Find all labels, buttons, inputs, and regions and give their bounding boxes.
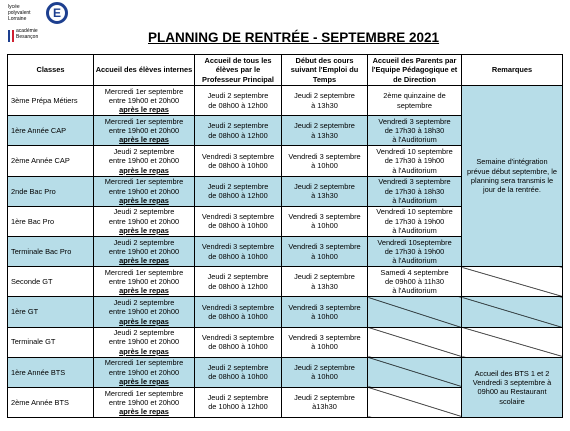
internes-day: Jeudi 2 septembre xyxy=(113,328,175,338)
cell-parents xyxy=(368,176,462,206)
cell-debut-cours xyxy=(282,176,368,206)
cell-classe xyxy=(8,357,94,387)
cours-day: Jeudi 2 septembre xyxy=(294,272,355,282)
internes-time: entre 19h00 et 20h00 xyxy=(108,95,180,105)
internes-time: entre 19h00 et 20h00 xyxy=(108,277,180,287)
classe-label: Terminale Bac Pro xyxy=(11,246,72,256)
cell-accueil-pp xyxy=(195,267,282,297)
parents-place: à l'Auditorium xyxy=(392,165,437,175)
table-row xyxy=(8,86,563,116)
cell-accueil-pp xyxy=(195,86,282,116)
logo-academy-name: académie Besançon xyxy=(16,28,39,40)
cell-accueil-pp xyxy=(195,116,282,146)
pp-day: Jeudi 2 septembre xyxy=(207,91,269,101)
internes-day: Jeudi 2 septembre xyxy=(113,297,175,307)
cell-parents xyxy=(368,236,462,266)
cell-internes xyxy=(94,146,195,176)
cours-time: à 10h00 xyxy=(311,372,338,382)
remark-bts: Accueil des BTS 1 et 2 Vendredi 3 septembre à 09h00 au Restaurant scolaire xyxy=(462,357,563,417)
cours-day: Vendredi 3 septembre xyxy=(288,242,361,252)
parents-place: à l'Auditorium xyxy=(392,135,437,145)
cell-debut-cours xyxy=(282,387,368,417)
internes-day: Jeudi 2 septembre xyxy=(113,207,175,217)
cours-day: Jeudi 2 septembre xyxy=(294,121,355,131)
cell-accueil-pp xyxy=(195,357,282,387)
cell-parents-empty xyxy=(368,357,462,387)
page-title: PLANNING DE RENTRÉE - SEPTEMBRE 2021 xyxy=(148,30,440,45)
cell-internes xyxy=(94,236,195,266)
pp-time: de 08h00 à 10h00 xyxy=(208,251,268,261)
pp-day: Jeudi 2 septembre xyxy=(207,393,269,403)
pp-day: Jeudi 2 septembre xyxy=(207,272,269,282)
internes-note: après le repas xyxy=(119,256,169,266)
cell-debut-cours xyxy=(282,236,368,266)
planning-table xyxy=(7,54,563,418)
cell-parents-empty xyxy=(368,327,462,357)
cours-day: Vendredi 3 septembre xyxy=(288,212,361,222)
cell-classe xyxy=(8,297,94,327)
logo-e-icon: E xyxy=(46,2,68,24)
cours-day: Vendredi 3 septembre xyxy=(288,332,361,342)
cell-internes xyxy=(94,176,195,206)
cell-classe xyxy=(8,116,94,146)
pp-day: Vendredi 3 septembre xyxy=(201,332,275,342)
internes-note: après le repas xyxy=(119,316,169,326)
classe-label: 1ère Bac Pro xyxy=(11,216,55,226)
cours-day: Jeudi 2 septembre xyxy=(294,181,355,191)
cours-day: Jeudi 2 septembre xyxy=(294,91,355,101)
cell-accueil-pp xyxy=(195,327,282,357)
internes-day: Jeudi 2 septembre xyxy=(113,147,175,157)
classe-label: 2ème Année CAP xyxy=(11,156,70,166)
table-row xyxy=(8,357,563,387)
cours-time: à13h30 xyxy=(312,402,337,412)
cell-classe xyxy=(8,387,94,417)
pp-day: Vendredi 3 septembre xyxy=(201,151,275,161)
cell-accueil-pp xyxy=(195,146,282,176)
cell-classe xyxy=(8,86,94,116)
cell-accueil-pp xyxy=(195,297,282,327)
parents-day: Vendredi 10 septembre xyxy=(376,207,453,217)
internes-day: Mercredi 1er septembre xyxy=(104,86,184,96)
pp-day: Jeudi 2 septembre xyxy=(207,181,269,191)
table-row xyxy=(8,267,563,297)
cell-accueil-pp xyxy=(195,176,282,206)
cell-classe xyxy=(8,236,94,266)
table-header-row xyxy=(8,55,563,86)
pp-time: de 08h00 à 12h00 xyxy=(208,281,268,291)
pp-time: de 08h00 à 10h00 xyxy=(208,221,268,231)
pp-time: de 08h00 à 12h00 xyxy=(208,130,268,140)
cell-accueil-pp xyxy=(195,206,282,236)
internes-time: entre 19h00 et 20h00 xyxy=(108,397,180,407)
cell-parents xyxy=(368,146,462,176)
parents-day: Samedi 4 septembre xyxy=(380,267,449,277)
internes-time: entre 19h00 et 20h00 xyxy=(108,307,180,317)
pp-day: Vendredi 3 septembre xyxy=(201,302,275,312)
cours-time: à 13h30 xyxy=(311,130,338,140)
classe-label: 1ère Année BTS xyxy=(11,367,66,377)
cell-parents xyxy=(368,206,462,236)
cell-debut-cours xyxy=(282,206,368,236)
cell-parents xyxy=(368,116,462,146)
pp-time: de 08h00 à 10h00 xyxy=(208,160,268,170)
parents-place: à l'Auditorium xyxy=(392,256,437,266)
header-remarques: Remarques xyxy=(462,55,563,86)
parents-place: à l'Auditorium xyxy=(392,195,437,205)
header-parents: Accueil des Parents par l'Equipe Pédagogique et de Direction xyxy=(368,55,462,86)
classe-label: 2nde Bac Pro xyxy=(11,186,56,196)
cell-debut-cours xyxy=(282,297,368,327)
cell-internes xyxy=(94,327,195,357)
cell-classe xyxy=(8,176,94,206)
internes-note: après le repas xyxy=(119,286,169,296)
internes-time: entre 19h00 et 20h00 xyxy=(108,126,180,136)
parents-time: de 17h30 à 18h30 xyxy=(384,186,445,196)
cell-internes xyxy=(94,357,195,387)
cell-debut-cours xyxy=(282,86,368,116)
pp-day: Jeudi 2 septembre xyxy=(207,362,269,372)
parents-time: septembre xyxy=(397,100,432,110)
internes-day: Mercredi 1er septembre xyxy=(104,358,184,368)
internes-day: Mercredi 1er septembre xyxy=(104,116,184,126)
classe-label: 2ème Année BTS xyxy=(11,397,69,407)
cell-internes xyxy=(94,387,195,417)
cours-time: à 10h00 xyxy=(311,342,338,352)
pp-day: Vendredi 3 septembre xyxy=(201,242,275,252)
internes-time: entre 19h00 et 20h00 xyxy=(108,246,180,256)
parents-time: de 17h30 à 18h30 xyxy=(384,126,445,136)
pp-time: de 10h00 à 12h00 xyxy=(208,402,268,412)
cours-day: Jeudi 2 septembre xyxy=(294,362,355,372)
parents-day: 2ème quinzaine de xyxy=(383,91,446,101)
cours-time: à 10h00 xyxy=(311,311,338,321)
cours-day: Vendredi 3 septembre xyxy=(288,302,361,312)
cell-parents xyxy=(368,86,462,116)
classe-label: Seconde GT xyxy=(11,277,53,287)
pp-day: Jeudi 2 septembre xyxy=(207,121,269,131)
cell-parents xyxy=(368,267,462,297)
header-classes: Classes xyxy=(8,55,94,86)
internes-note: après le repas xyxy=(119,165,169,175)
internes-day: Mercredi 1er septembre xyxy=(104,388,184,398)
internes-time: entre 19h00 et 20h00 xyxy=(108,367,180,377)
internes-day: Mercredi 1er septembre xyxy=(104,267,184,277)
pp-time: de 08h00 à 10h00 xyxy=(208,372,268,382)
cell-parents-empty xyxy=(368,387,462,417)
table-row xyxy=(8,297,563,327)
table-row xyxy=(8,327,563,357)
cell-internes xyxy=(94,267,195,297)
classe-label: Terminale GT xyxy=(11,337,56,347)
parents-day: Vendredi 10 septembre xyxy=(376,147,453,157)
internes-day: Mercredi 1er septembre xyxy=(104,177,184,187)
parents-day: Vendredi 10septembre xyxy=(377,237,452,247)
header-accueil-pp: Accueil de tous les élèves par le Professeur Principal xyxy=(195,55,282,86)
internes-time: entre 19h00 et 20h00 xyxy=(108,186,180,196)
cell-classe xyxy=(8,206,94,236)
internes-time: entre 19h00 et 20h00 xyxy=(108,156,180,166)
school-logo xyxy=(8,2,78,46)
cours-day: Jeudi 2 septembre xyxy=(294,393,355,403)
pp-time: de 08h00 à 12h00 xyxy=(208,100,268,110)
cell-internes xyxy=(94,297,195,327)
cell-debut-cours xyxy=(282,327,368,357)
internes-note: après le repas xyxy=(119,407,169,417)
internes-time: entre 19h00 et 20h00 xyxy=(108,337,180,347)
cell-internes xyxy=(94,206,195,236)
cell-remarques-empty xyxy=(462,297,563,327)
cell-debut-cours xyxy=(282,357,368,387)
cours-day: Vendredi 3 septembre xyxy=(288,151,361,161)
internes-note: après le repas xyxy=(119,376,169,386)
parents-day: Vendredi 3 septembre xyxy=(378,177,451,187)
internes-note: après le repas xyxy=(119,195,169,205)
cell-debut-cours xyxy=(282,116,368,146)
cours-time: à 13h30 xyxy=(311,281,338,291)
parents-time: de 17h30 à 19h00 xyxy=(384,246,445,256)
cours-time: à 10h00 xyxy=(311,251,338,261)
cell-internes xyxy=(94,116,195,146)
cours-time: à 13h30 xyxy=(311,191,338,201)
pp-day: Vendredi 3 septembre xyxy=(201,212,275,222)
internes-note: après le repas xyxy=(119,135,169,145)
internes-note: après le repas xyxy=(119,105,169,115)
header-internes: Accueil des élèves internes xyxy=(94,55,195,86)
logo-school-name: lycée polyvalent Lorraine xyxy=(8,4,31,22)
cell-debut-cours xyxy=(282,267,368,297)
cell-classe xyxy=(8,267,94,297)
french-flag-icon xyxy=(8,30,14,42)
cell-debut-cours xyxy=(282,146,368,176)
internes-note: après le repas xyxy=(119,346,169,356)
cell-accueil-pp xyxy=(195,387,282,417)
parents-day: Vendredi 3 septembre xyxy=(378,116,451,126)
pp-time: de 08h00 à 10h00 xyxy=(208,342,268,352)
cell-accueil-pp xyxy=(195,236,282,266)
cell-classe xyxy=(8,146,94,176)
header-debut-cours: Début des cours suivant l'Emploi du Temps xyxy=(282,55,368,86)
classe-label: 1ère GT xyxy=(11,307,39,317)
parents-time: de 17h30 à 19h00 xyxy=(384,156,445,166)
internes-day: Jeudi 2 septembre xyxy=(113,237,175,247)
remark-integration: Semaine d'intégration prévue début septembre, le planning sera transmis le jour de la rentrée. xyxy=(462,86,563,267)
cell-internes xyxy=(94,86,195,116)
cell-remarques-empty xyxy=(462,327,563,357)
classe-label: 3ème Prépa Métiers xyxy=(11,95,78,105)
pp-time: de 08h00 à 12h00 xyxy=(208,191,268,201)
parents-time: de 09h00 à 11h30 xyxy=(384,277,445,287)
cell-parents-empty xyxy=(368,297,462,327)
parents-place: à l'Auditorium xyxy=(392,225,437,235)
classe-label: 1ère Année CAP xyxy=(11,126,67,136)
cours-time: à 10h00 xyxy=(311,221,338,231)
parents-place: à l'Auditorium xyxy=(392,286,437,296)
cours-time: à 10h00 xyxy=(311,160,338,170)
internes-note: après le repas xyxy=(119,225,169,235)
cell-classe xyxy=(8,327,94,357)
cell-remarques-empty xyxy=(462,267,563,297)
parents-time: de 17h30 à 19h00 xyxy=(384,216,445,226)
internes-time: entre 19h00 et 20h00 xyxy=(108,216,180,226)
pp-time: de 08h00 à 10h00 xyxy=(208,311,268,321)
cours-time: à 13h30 xyxy=(311,100,338,110)
